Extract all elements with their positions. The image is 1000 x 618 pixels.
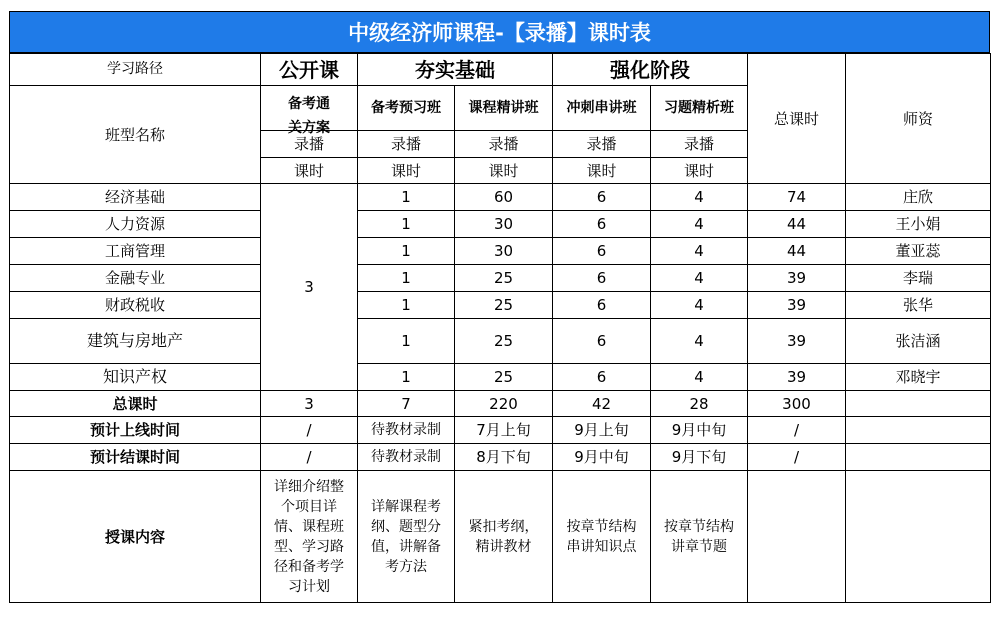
hours-cell: 25 <box>455 265 553 292</box>
empty-cell <box>846 444 991 471</box>
class-name: 备考通关方案 <box>261 86 358 131</box>
unit-label: 课时 <box>358 158 455 184</box>
online-label: 预计上线时间 <box>10 417 261 444</box>
hours-cell: 4 <box>651 364 748 391</box>
path-label: 学习路径 <box>10 54 261 86</box>
subject-name: 知识产权 <box>10 364 261 391</box>
subject-row <box>10 364 991 391</box>
mode-label: 录播 <box>358 131 455 158</box>
totals-cell: 28 <box>651 391 748 417</box>
finish-cell: 9月下旬 <box>651 444 748 471</box>
finish-cell: 8月下旬 <box>455 444 553 471</box>
unit-label: 课时 <box>455 158 553 184</box>
content-cell: 按章节结构串讲知识点 <box>553 471 651 603</box>
mode-label: 录播 <box>455 131 553 158</box>
online-cell: / <box>748 417 846 444</box>
schedule-table <box>9 53 991 603</box>
totals-cell: 42 <box>553 391 651 417</box>
subject-total: 39 <box>748 364 846 391</box>
hours-cell: 1 <box>358 319 455 364</box>
mode-label: 录播 <box>261 131 358 158</box>
empty-cell <box>846 391 991 417</box>
teacher-name: 董亚蕊 <box>846 238 991 265</box>
hours-cell: 6 <box>553 211 651 238</box>
hours-cell: 25 <box>455 292 553 319</box>
stage-base: 夯实基础 <box>358 54 553 86</box>
content-cell: 按章节结构讲章节题 <box>651 471 748 603</box>
hours-cell: 6 <box>553 184 651 211</box>
online-cell: 7月上旬 <box>455 417 553 444</box>
hours-cell: 60 <box>455 184 553 211</box>
open-class-hours: 3 <box>261 184 358 391</box>
content-row <box>10 471 991 603</box>
subject-row <box>10 292 991 319</box>
teacher-name: 李瑞 <box>846 265 991 292</box>
hours-cell: 30 <box>455 211 553 238</box>
hours-cell: 6 <box>553 238 651 265</box>
subject-total: 39 <box>748 265 846 292</box>
teacher-name: 张华 <box>846 292 991 319</box>
subject-name: 财政税收 <box>10 292 261 319</box>
empty-cell <box>846 417 991 444</box>
hours-cell: 4 <box>651 265 748 292</box>
hours-cell: 1 <box>358 211 455 238</box>
online-cell: 9月中旬 <box>651 417 748 444</box>
hours-cell: 4 <box>651 292 748 319</box>
hours-cell: 1 <box>358 292 455 319</box>
hours-cell: 1 <box>358 184 455 211</box>
totals-label: 总课时 <box>10 391 261 417</box>
subject-total: 44 <box>748 238 846 265</box>
online-row <box>10 417 991 444</box>
total-hours-header: 总课时 <box>748 54 846 184</box>
content-cell: 详细介绍整个项目详情、课程班型、学习路径和备考学习计划 <box>261 471 358 603</box>
teacher-name: 邓晓宇 <box>846 364 991 391</box>
content-cell: 详解课程考纲、题型分值，讲解备考方法 <box>358 471 455 603</box>
subject-name: 金融专业 <box>10 265 261 292</box>
class-name: 冲刺串讲班 <box>553 86 651 131</box>
hours-cell: 4 <box>651 184 748 211</box>
finish-cell: 9月中旬 <box>553 444 651 471</box>
online-cell: 9月上旬 <box>553 417 651 444</box>
subject-name: 人力资源 <box>10 211 261 238</box>
subject-row <box>10 184 991 211</box>
totals-cell: 220 <box>455 391 553 417</box>
hours-cell: 4 <box>651 319 748 364</box>
online-cell: / <box>261 417 358 444</box>
subject-row <box>10 319 991 364</box>
content-label: 授课内容 <box>10 471 261 603</box>
hours-cell: 4 <box>651 238 748 265</box>
online-cell: 待教材录制 <box>358 417 455 444</box>
finish-cell: / <box>748 444 846 471</box>
hours-cell: 6 <box>553 265 651 292</box>
stage-strong: 强化阶段 <box>553 54 748 86</box>
subject-name: 工商管理 <box>10 238 261 265</box>
hours-cell: 1 <box>358 364 455 391</box>
totals-cell: 3 <box>261 391 358 417</box>
hours-cell: 30 <box>455 238 553 265</box>
hours-cell: 1 <box>358 265 455 292</box>
totals-cell: 300 <box>748 391 846 417</box>
subject-name: 建筑与房地产 <box>10 319 261 364</box>
hours-cell: 25 <box>455 364 553 391</box>
finish-label: 预计结课时间 <box>10 444 261 471</box>
subject-total: 44 <box>748 211 846 238</box>
subject-row <box>10 238 991 265</box>
unit-label: 课时 <box>651 158 748 184</box>
subject-row <box>10 211 991 238</box>
header-path-row <box>10 54 991 86</box>
subject-row <box>10 265 991 292</box>
mode-label: 录播 <box>553 131 651 158</box>
class-name: 备考预习班 <box>358 86 455 131</box>
stage-open: 公开课 <box>261 54 358 86</box>
unit-label: 课时 <box>261 158 358 184</box>
class-name: 课程精讲班 <box>455 86 553 131</box>
finish-cell: 待教材录制 <box>358 444 455 471</box>
subject-total: 74 <box>748 184 846 211</box>
hours-cell: 4 <box>651 211 748 238</box>
class-name: 习题精析班 <box>651 86 748 131</box>
teacher-name: 庄欣 <box>846 184 991 211</box>
teacher-header: 师资 <box>846 54 991 184</box>
hours-cell: 6 <box>553 319 651 364</box>
finish-row <box>10 444 991 471</box>
hours-cell: 25 <box>455 319 553 364</box>
subject-name: 经济基础 <box>10 184 261 211</box>
teacher-name: 张洁涵 <box>846 319 991 364</box>
schedule-sheet <box>9 11 990 603</box>
empty-cell <box>846 471 991 603</box>
hours-cell: 6 <box>553 364 651 391</box>
mode-label: 录播 <box>651 131 748 158</box>
empty-cell <box>748 471 846 603</box>
finish-cell: / <box>261 444 358 471</box>
subject-total: 39 <box>748 319 846 364</box>
totals-row <box>10 391 991 417</box>
totals-cell: 7 <box>358 391 455 417</box>
content-cell: 紧扣考纲，精讲教材 <box>455 471 553 603</box>
hours-cell: 6 <box>553 292 651 319</box>
subject-total: 39 <box>748 292 846 319</box>
teacher-name: 王小娟 <box>846 211 991 238</box>
table-title: 中级经济师课程-【录播】课时表 <box>9 11 990 53</box>
unit-label: 课时 <box>553 158 651 184</box>
hours-cell: 1 <box>358 238 455 265</box>
class-label: 班型名称 <box>10 86 261 184</box>
